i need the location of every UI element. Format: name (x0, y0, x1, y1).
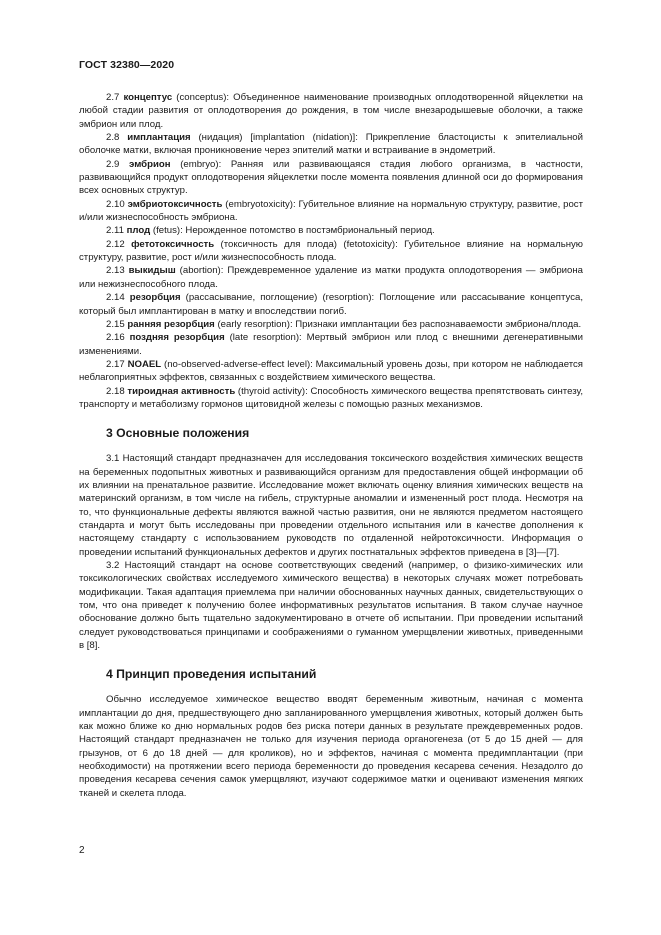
document-body (79, 91, 583, 800)
definition-term: поздняя резорбция (129, 332, 225, 344)
definition-number: 2.18 (106, 385, 125, 397)
definitions-list (79, 91, 583, 411)
definition-term: NOAEL (127, 358, 162, 370)
page-number: 2 (79, 845, 85, 856)
section-3-paragraph: 3.1 Настоящий стандарт предназначен для исследования токсического воздействия химических веществ на беременных подопытных животных и развивающийся организм для предоставления общей информации об их влиянии на пренатальное развитие. Исследование может включать оценку влияния химических веществ на материнский организм, в том числе на гибель, структурные аномалии и измененный рост плода. Несмотря на то, что функциональные дефекты являются важной частью развития, они не являются предметом настоящего стандарта и могут быть исследованы при проведении отдельного испытания или в качестве дополнения к настоящему стандарту с использованием руководств по отдаленной нейротоксичности. Информация о проведении испытаний функциональных дефектов и других постнатальных эффектов приведена в [3]—[7]. (79, 453, 583, 558)
section-4-title: 4 Принцип проведения испытаний (106, 667, 317, 682)
definition-item (79, 264, 583, 291)
document-header: ГОСТ 32380—2020 (79, 59, 175, 71)
definition-text: (embryo): Ранняя или развивающаяся стадия любого организма, в частности, развивающийся продукт оплодотворения яйцеклетки после момента появления длинной оси до формирования всех основных структур. (79, 158, 583, 197)
definition-number: 2.9 (106, 158, 120, 170)
definition-term: эмбрион (129, 158, 171, 170)
section-3-paragraph: 3.2 Настоящий стандарт на основе соответствующих сведений (например, о физико-химических или токсикологических свойствах исследуемого химического вещества) в некоторых случаях может потребовать модификации. Такая адаптация приемлема при наличии обоснованных научных данных, свидетельствующих о том, что она приведет к получению более информативных результатов испытания. В таком случае научное обоснование должно быть тщательно задокументировано в отчете об испытании. При проведении испытаний следует руководствоваться принципами и соображениями о гуманном умерщвлении животных, приведенными в [8]. (79, 560, 583, 652)
definition-item (79, 331, 583, 358)
definition-number: 2.17 (106, 358, 125, 370)
definition-text: (embryotoxicity): Губительное влияние на нормальную структуру, развитие, рост и/или жизнеспособность эмбриона. (79, 198, 583, 224)
definition-item (79, 158, 583, 198)
definition-number: 2.14 (106, 292, 125, 304)
definition-term: фетотоксичность (131, 238, 215, 250)
definition-item (79, 238, 583, 265)
definition-number: 2.11 (106, 225, 124, 237)
definition-number: 2.16 (106, 332, 125, 344)
section-3-title: 3 Основные положения (106, 426, 250, 441)
definition-term: резорбция (129, 292, 181, 304)
definition-item (79, 131, 583, 158)
definition-text: (нидация) [implantation (nidation)]: Прикрепление бластоцисты к эпителиальной оболочке матки, включая проникновение через эпителий матки и встраивание в эндометрий. (79, 132, 583, 157)
definition-term: концептус (123, 92, 173, 103)
definition-text: (thyroid activity): Способность химического вещества препятствовать синтезу, транспорту и метаболизму гормонов щитовидной железы с помощью разных механизмов. (79, 385, 583, 410)
definition-item (79, 224, 583, 237)
definition-item (79, 385, 583, 412)
section-4-paragraph: Обычно исследуемое химическое вещество вводят беременным животным, начиная с момента имплантации до дня, предшествующего дню запланированного умерщвления животных, который должен быть как можно ближе ко дню нормальных родов без риска потери данных в результате преждевременных родов. Настоящий стандарт предназначен не только для изучения периода органогенеза (от 5 до 15 дней — для грызунов, от 6 до 18 дней — для кроликов), но и эффектов, начиная с момента предимплантации (при необходимости) на протяжении всего периода беременности до проведения кесарева сечения. Незадолго до проведения кесарева сечения самок умерщвляют, изучают содержимое матки и оценивают изменения мягких тканей и скелета плода. (79, 694, 583, 799)
definition-text: (токсичность для плода) (fetotoxicity): Губительное влияние на нормальную структуру, развитие, рост и/или жизнеспособность плода. (79, 238, 583, 264)
definition-number: 2.15 (106, 318, 125, 330)
definition-item (79, 91, 583, 131)
definition-number: 2.7 (106, 92, 120, 103)
definition-number: 2.8 (106, 132, 120, 144)
definition-item (79, 198, 583, 225)
definition-item (79, 318, 583, 331)
definition-term: тироидная активность (127, 385, 236, 397)
definition-term: эмбриотоксичность (127, 198, 223, 210)
definition-term: ранняя резорбция (127, 318, 215, 330)
definition-text: (no-observed-adverse-effect level): Максимальный уровень дозы, при котором не наблюдается неблагоприятных эффектов, связанных с воздействием химического вещества. (79, 358, 583, 384)
definition-text: (abortion): Преждевременное удаление из матки продукта оплодотворения — эмбриона или нежизнеспособного плода. (79, 265, 583, 290)
definition-item (79, 358, 583, 385)
definition-term: имплантация (127, 132, 191, 144)
definition-number: 2.13 (106, 265, 125, 277)
definition-text: (fetus): Нерожденное потомство в постэмбриональный период. (150, 225, 435, 237)
definition-item (79, 291, 583, 318)
definition-number: 2.10 (106, 198, 125, 210)
definition-term: плод (126, 225, 151, 237)
definition-term: выкидыш (128, 265, 176, 277)
definition-text: (early resorption): Признаки имплантации без распознаваемости эмбриона/плода. (214, 318, 582, 330)
definition-text: (conceptus): Объединенное наименование производных оплодотворенной яйцеклетки на любой стадии развития от оплодотворения до рождения, в том числе внезародышевые оболочки, а также эмбрион или плод. (79, 92, 584, 130)
definition-text: (рассасывание, поглощение) (resorption): Поглощение или рассасывание концептуса, который был имплантирован в матку и впоследствии погиб. (79, 292, 583, 317)
definition-text: (late resorption): Мертвый эмбрион или плод с внешними дегенеративными изменениями. (79, 332, 584, 357)
definition-number: 2.12 (106, 238, 125, 250)
